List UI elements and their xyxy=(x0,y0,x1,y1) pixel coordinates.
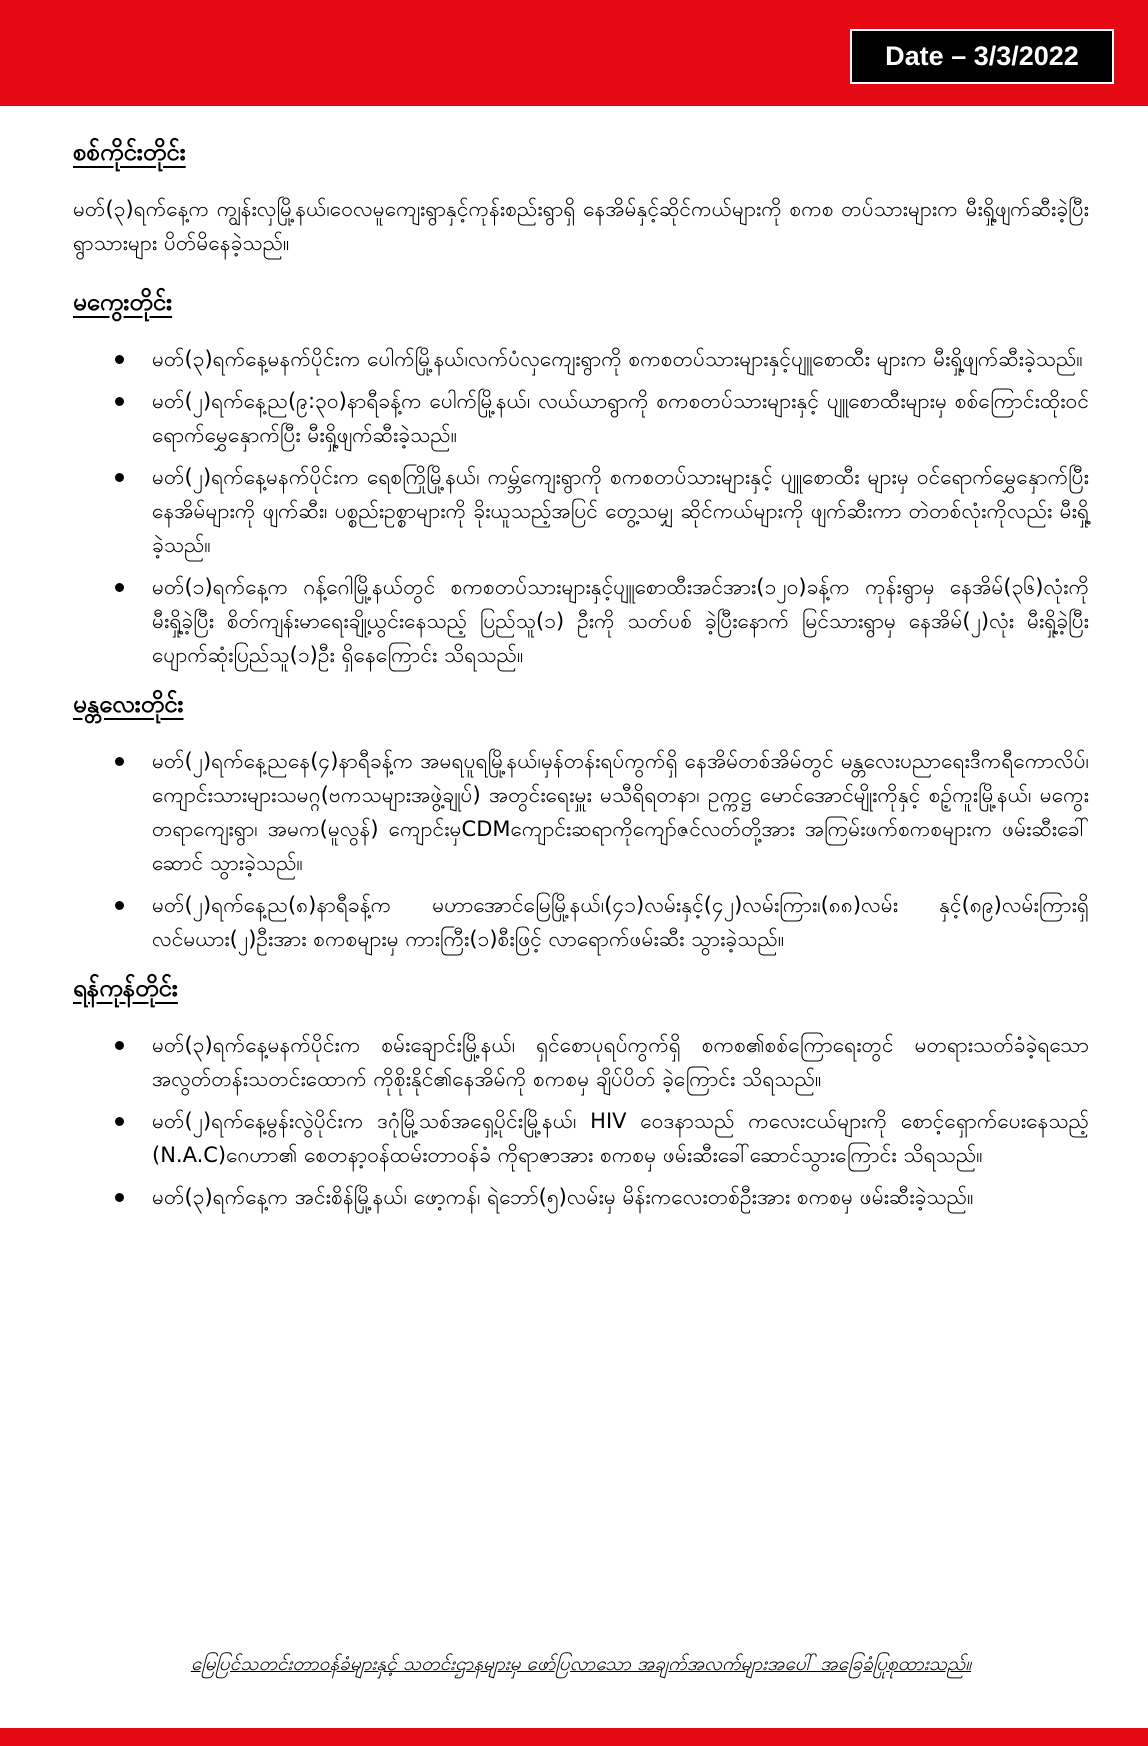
list-item xyxy=(73,342,1089,376)
list-item-text: မတ်(၂)ရက်နေ့ညနေ(၄)နာရီခန့်က အမရပူရမြို့နယ်၊မှန်တန်းရပ်ကွက်ရှိ နေအိမ်တစ်အိမ်တွင် မန္တလေးပညာရေးဒီကရီကောလိပ်၊ ကျောင်းသားများသမဂ္ဂ(ဗကသများအဖွဲ့ချုပ်) အတွင်းရေးမှူး မသီရိရတနာ၊ ဥက္ကဋ္ဌ မောင်အောင်မျိုးကိုနှင့် စဥ့်ကူးမြို့နယ်၊ မကွေးတရာကျေးရွာ၊ အမက(မူလွန်) ကျောင်းမှCDMကျောင်းဆရာကိုကျော်ဇင်လတ်တို့အား အကြမ်းဖက်စကစများက ဖမ်းဆီးခေါ်ဆောင် သွားခဲ့သည်။ xyxy=(152,749,1089,875)
bullet-icon xyxy=(115,1193,124,1202)
section-title: စစ်ကိုင်းတိုင်း xyxy=(73,138,186,166)
list-item-text: မတ်(၂)ရက်နေ့ည(၈)နာရီခန့်က မဟာအောင်မြေမြို့နယ်၊(၄၁)လမ်းနှင့်(၄၂)လမ်းကြား၊(၈၈)လမ်း နှင့်(၈၉)လမ်းကြားရှိ လင်မယား(၂)ဦးအား စကစများမှ ကားကြီး(၁)စီးဖြင့် လာရောက်ဖမ်းဆီး သွားခဲ့သည်။ xyxy=(152,893,1089,951)
bullet-icon xyxy=(115,1117,124,1126)
section-magway xyxy=(73,284,1089,672)
bullet-list xyxy=(73,1028,1089,1214)
list-item xyxy=(73,1028,1089,1096)
list-item xyxy=(73,1104,1089,1172)
section-yangon xyxy=(73,970,1089,1214)
source-footnote: မြေပြင်သတင်းတာဝန်ခံများနှင့် သတင်းဌာနများမှ ဖော်ပြလာသော အချက်အလက်များအပေါ် အခြေခံပြုစုထားသည်။ xyxy=(190,1653,972,1675)
main-content xyxy=(73,134,1089,1228)
bullet-icon xyxy=(115,583,124,592)
list-item-text: မတ်(၁)ရက်နေ့က ဂန့်ဂေါမြို့နယ်တွင် စကစတပ်သားများနှင့်ပျူစောထီးအင်အား(၁၂၀)ခန့်က ကုန်းရွာမှ နေအိမ်(၃၆)လုံးကို မီးရှို့ခဲ့ပြီး စိတ်ကျန်းမာရေးချို့ယွင်းနေသည့် ပြည်သူ(၁) ဦးကို သတ်ပစ် ခဲ့ပြီးနောက် မြင်သားရွာမှ နေအိမ်(၂)လုံး မီးရှို့ခဲ့ပြီး ပျောက်ဆုံးပြည်သူ(၁)ဦး ရှိနေကြောင်း သိရသည်။ xyxy=(152,575,1089,667)
list-item xyxy=(73,384,1089,452)
list-item xyxy=(73,570,1089,672)
section-mandalay xyxy=(73,686,1089,956)
bullet-icon xyxy=(115,1041,124,1050)
section-sagaing xyxy=(73,134,1089,260)
list-item xyxy=(73,744,1089,880)
date-label: Date – 3/3/2022 xyxy=(850,29,1114,84)
bullet-list xyxy=(73,342,1089,672)
bullet-list xyxy=(73,744,1089,956)
bullet-icon xyxy=(115,473,124,482)
bottom-red-bar xyxy=(0,1728,1148,1746)
list-item xyxy=(73,460,1089,562)
list-item-text: မတ်(၂)ရက်နေ့မနက်ပိုင်းက ရေစကြိုမြို့နယ်၊ ကမ္ဘ်ကျေးရွာကို စကစတပ်သားများနှင့် ပျူစောထီး များမှ ဝင်ရောက်မွှေနှောက်ပြီး နေအိမ်များကို ဖျက်ဆီး၊ ပစ္စည်းဥစ္စာများကို ခိုးယူသည့်အပြင် တွေ့သမျှ ဆိုင်ကယ်များကို ဖျက်ဆီးကာ တဲတစ်လုံးကိုလည်း မီးရှို့ခဲ့သည်။ xyxy=(152,465,1089,557)
section-title: မန္တလေးတိုင်း xyxy=(73,690,184,718)
section-paragraph: မတ်(၃)ရက်နေ့က ကျွန်းလှမြို့နယ်၊ဝေလမူကျေးရွာနှင့်ကုန်းစည်းရွာရှိ နေအိမ်နှင့်ဆိုင်ကယ်များကို စကစ တပ်သားများက မီးရှို့ဖျက်ဆီးခဲ့ပြီး ရွာသားများ ပိတ်မိနေခဲ့သည်။ xyxy=(73,197,1089,255)
list-item-text: မတ်(၃)ရက်နေ့မနက်ပိုင်းက စမ်းချောင်းမြို့နယ်၊ ရှင်စောပုရပ်ကွက်ရှိ စကစ၏စစ်ကြောရေးတွင် မတရားသတ်ခံခဲ့ရသော အလွတ်တန်းသတင်းထောက် ကိုစိုးနိုင်၏နေအိမ်ကို စကစမှ ချိပ်ပိတ် ခဲ့ကြောင်း သိရသည်။ xyxy=(152,1033,1089,1091)
list-item-text: မတ်(၂)ရက်နေ့ည(၉:၃၀)နာရီခန့်က ပေါက်မြို့နယ်၊ လယ်ယာရွာကို စကစတပ်သားများနှင့် ပျူစောထီးများမှ စစ်ကြောင်းထိုးဝင်ရောက်မွှေနှောက်ပြီး မီးရှို့ဖျက်ဆီးခဲ့သည်။ xyxy=(152,389,1089,447)
bullet-icon xyxy=(115,355,124,364)
bullet-icon xyxy=(115,397,124,406)
bullet-icon xyxy=(115,901,124,910)
bullet-icon xyxy=(115,757,124,766)
list-item-text: မတ်(၃)ရက်နေ့မနက်ပိုင်းက ပေါက်မြို့နယ်၊လက်ပံလှကျေးရွာကို စကစတပ်သားများနှင့်ပျူစောထီး များက မီးရှို့ဖျက်ဆီးခဲ့သည်။ xyxy=(152,347,1083,371)
list-item xyxy=(73,888,1089,956)
section-title: မကွေးတိုင်း xyxy=(73,288,173,316)
section-title: ရန်ကုန်တိုင်း xyxy=(73,974,178,1002)
list-item xyxy=(73,1180,1089,1214)
list-item-text: မတ်(၃)ရက်နေ့က အင်းစိန်မြို့နယ်၊ ဖော့ကန်၊ ရဲဘော်(၅)လမ်းမှ မိန်းကလေးတစ်ဦးအား စကစမှ ဖမ်းဆီးခဲ့သည်။ xyxy=(152,1185,974,1209)
list-item-text: မတ်(၂)ရက်နေ့မွန်းလွဲပိုင်းက ဒဂုံမြို့သစ်အရှေ့ပိုင်းမြို့နယ်၊ HIV ဝေဒနာသည် ကလေးငယ်များကို စောင့်ရှောက်ပေးနေသည့် (N.A.C)ဂေဟာ၏ စေတနာ့ဝန်ထမ်းတာဝန်ခံ ကိုရာဇာအား စကစမှ ဖမ်းဆီးခေါ်ဆောင်သွားကြောင်း သိရသည်။ xyxy=(152,1109,1089,1167)
